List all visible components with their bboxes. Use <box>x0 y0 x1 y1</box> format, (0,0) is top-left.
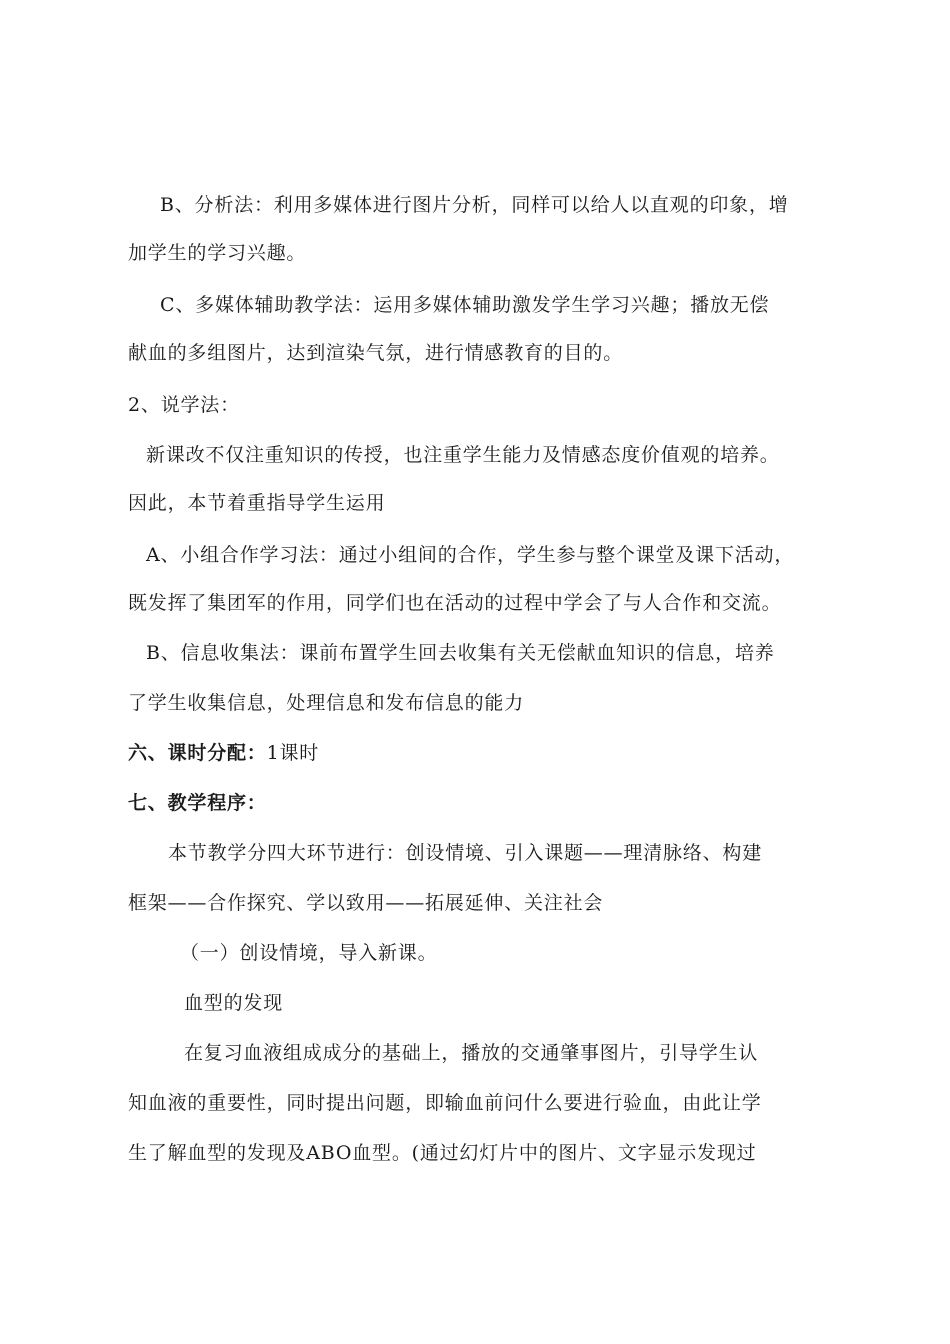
class-hours-value: 1课时 <box>266 742 320 764</box>
paragraph-blood-review-line-2: 知血液的重要性，同时提出问题，即输血前问什么要进行验血，由此让学 <box>128 1092 762 1114</box>
paragraph-info-collection-line-1: B、信息收集法：课前布置学生回去收集有关无偿献血知识的信息，培养 <box>146 642 775 664</box>
paragraph-new-curriculum-line-2: 因此，本节着重指导学生运用 <box>128 492 386 514</box>
paragraph-analysis-method-line-2: 加学生的学习兴趣。 <box>128 242 307 264</box>
paragraph-analysis-method-line-1: B、分析法：利用多媒体进行图片分析，同样可以给人以直观的印象，增 <box>160 194 789 216</box>
heading-learning-methods: 2、说学法： <box>128 394 240 416</box>
paragraph-blood-review-line-1: 在复习血液组成成分的基础上，播放的交通肇事图片，引导学生认 <box>184 1042 759 1064</box>
heading-teaching-procedure: 七、教学程序： <box>128 792 267 814</box>
paragraph-group-cooperation-line-2: 既发挥了集团军的作用，同学们也在活动的过程中学会了与人合作和交流。 <box>128 592 782 614</box>
paragraph-four-stages-line-1: 本节教学分四大环节进行：创设情境、引入课题——理清脉络、构建 <box>168 842 763 864</box>
subheading-blood-type-discovery: 血型的发现 <box>184 992 284 1014</box>
paragraph-multimedia-method-line-2: 献血的多组图片，达到渲染气氛，进行情感教育的目的。 <box>128 342 624 364</box>
paragraph-new-curriculum-line-1: 新课改不仅注重知识的传授，也注重学生能力及情感态度价值观的培养。 <box>146 444 780 466</box>
paragraph-info-collection-line-2: 了学生收集信息，处理信息和发布信息的能力 <box>128 692 525 714</box>
paragraph-group-cooperation-line-1: A、小组合作学习法：通过小组间的合作，学生参与整个课堂及课下活动， <box>146 544 795 566</box>
paragraph-multimedia-method-line-1: C、多媒体辅助教学法：运用多媒体辅助激发学生学习兴趣；播放无偿 <box>160 294 770 316</box>
paragraph-four-stages-line-2: 框架——合作探究、学以致用——拓展延伸、关注社会 <box>128 892 604 914</box>
paragraph-blood-review-line-3: 生了解血型的发现及ABO血型。(通过幻灯片中的图片、文字显示发现过 <box>128 1142 757 1164</box>
subheading-create-situation: （一）创设情境，导入新课。 <box>180 942 438 964</box>
heading-class-hours-label: 六、课时分配： <box>128 742 267 764</box>
heading-class-hours <box>128 741 319 765</box>
